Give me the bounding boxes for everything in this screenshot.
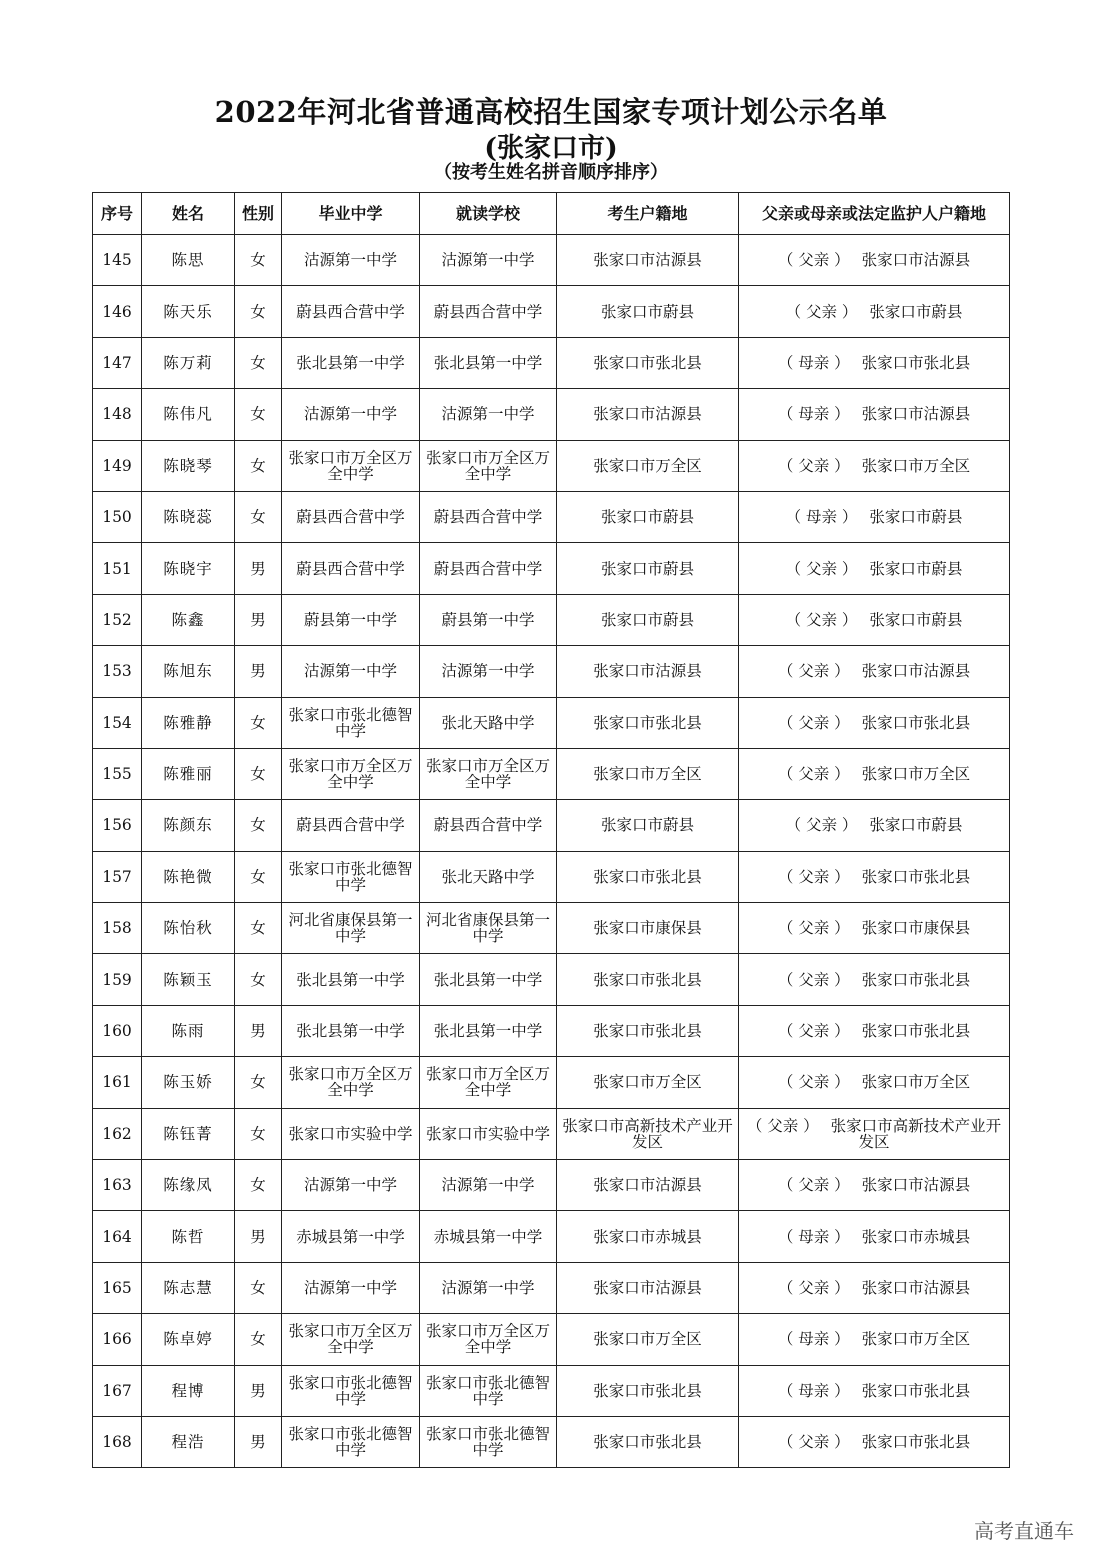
guardian-residence-text: 张家口市蔚县 bbox=[869, 816, 963, 835]
guardian-relation: （ 父亲 ） bbox=[785, 559, 858, 578]
cell-guardian-residence bbox=[739, 337, 1010, 388]
cell-guardian-residence bbox=[739, 748, 1010, 799]
column-header-residence: 考生户籍地 bbox=[557, 193, 739, 235]
cell-grad-school: 张家口市万全区万全中学 bbox=[282, 1057, 420, 1108]
watermark: 高考直通车 bbox=[974, 1519, 1074, 1543]
guardian-residence-text: 张家口市万全区 bbox=[861, 456, 971, 475]
page-title: 2022年河北省普通高校招生国家专项计划公示名单 bbox=[214, 95, 888, 129]
cell-residence: 张家口市沽源县 bbox=[557, 1160, 739, 1211]
column-header-current-school: 就读学校 bbox=[420, 193, 557, 235]
cell-name: 陈旭东 bbox=[142, 646, 235, 697]
cell-gender: 男 bbox=[235, 1365, 282, 1416]
guardian-residence-text: 张家口市蔚县 bbox=[869, 610, 963, 629]
cell-guardian-residence bbox=[739, 1262, 1010, 1313]
cell-current-school: 张家口市万全区万全中学 bbox=[420, 1057, 557, 1108]
guardian-residence-text: 张家口市赤城县 bbox=[861, 1227, 971, 1246]
cell-guardian-residence bbox=[739, 543, 1010, 594]
table-header-row bbox=[93, 193, 1010, 235]
table-row bbox=[93, 1160, 1010, 1211]
guardian-residence-text: 张家口市万全区 bbox=[861, 1330, 971, 1349]
cell-current-school: 张北县第一中学 bbox=[420, 1005, 557, 1056]
cell-current-school: 张北天路中学 bbox=[420, 697, 557, 748]
guardian-residence-text: 张家口市张北县 bbox=[861, 713, 971, 732]
cell-residence: 张家口市沽源县 bbox=[557, 389, 739, 440]
cell-name: 陈颜东 bbox=[142, 800, 235, 851]
cell-number: 145 bbox=[93, 235, 142, 286]
cell-number: 164 bbox=[93, 1211, 142, 1262]
cell-gender: 女 bbox=[235, 1262, 282, 1313]
cell-number: 152 bbox=[93, 594, 142, 645]
cell-gender: 女 bbox=[235, 286, 282, 337]
cell-name: 陈颖玉 bbox=[142, 954, 235, 1005]
cell-grad-school: 蔚县西合营中学 bbox=[282, 286, 420, 337]
cell-guardian-residence bbox=[739, 1057, 1010, 1108]
table-row bbox=[93, 389, 1010, 440]
cell-guardian-residence bbox=[739, 286, 1010, 337]
cell-guardian-residence bbox=[739, 389, 1010, 440]
table-row bbox=[93, 954, 1010, 1005]
cell-name: 陈晓宇 bbox=[142, 543, 235, 594]
cell-guardian-residence bbox=[739, 235, 1010, 286]
cell-residence: 张家口市高新技术产业开发区 bbox=[557, 1108, 739, 1159]
guardian-relation: （ 父亲 ） bbox=[777, 456, 850, 475]
guardian-residence-text: 张家口市沽源县 bbox=[861, 1176, 971, 1195]
guardian-relation: （ 父亲 ） bbox=[785, 816, 858, 835]
cell-number: 149 bbox=[93, 440, 142, 491]
cell-guardian-residence bbox=[739, 954, 1010, 1005]
cell-number: 153 bbox=[93, 646, 142, 697]
table-row bbox=[93, 1416, 1010, 1467]
cell-grad-school: 沽源第一中学 bbox=[282, 389, 420, 440]
cell-grad-school: 沽源第一中学 bbox=[282, 235, 420, 286]
cell-current-school: 蔚县西合营中学 bbox=[420, 491, 557, 542]
cell-current-school: 沽源第一中学 bbox=[420, 1262, 557, 1313]
cell-guardian-residence bbox=[739, 697, 1010, 748]
cell-residence: 张家口市张北县 bbox=[557, 1416, 739, 1467]
cell-gender: 女 bbox=[235, 1057, 282, 1108]
cell-name: 陈卓婷 bbox=[142, 1314, 235, 1365]
cell-guardian-residence bbox=[739, 1160, 1010, 1211]
guardian-residence-text: 张家口市沽源县 bbox=[861, 1279, 971, 1297]
table-row bbox=[93, 337, 1010, 388]
cell-grad-school: 河北省康保县第一中学 bbox=[282, 903, 420, 954]
cell-gender: 女 bbox=[235, 1314, 282, 1365]
cell-grad-school: 张家口市张北德智中学 bbox=[282, 851, 420, 902]
cell-number: 166 bbox=[93, 1314, 142, 1365]
cell-current-school: 赤城县第一中学 bbox=[420, 1211, 557, 1262]
table-row bbox=[93, 1057, 1010, 1108]
cell-name: 陈缘凤 bbox=[142, 1160, 235, 1211]
cell-name: 陈钰菁 bbox=[142, 1108, 235, 1159]
cell-guardian-residence bbox=[739, 800, 1010, 851]
cell-grad-school: 沽源第一中学 bbox=[282, 1262, 420, 1313]
cell-guardian-residence bbox=[739, 646, 1010, 697]
cell-residence: 张家口市张北县 bbox=[557, 337, 739, 388]
cell-residence: 张家口市万全区 bbox=[557, 748, 739, 799]
roster-body bbox=[93, 235, 1010, 1468]
cell-name: 陈艳微 bbox=[142, 851, 235, 902]
cell-grad-school: 赤城县第一中学 bbox=[282, 1211, 420, 1262]
cell-guardian-residence bbox=[739, 1416, 1010, 1467]
cell-current-school: 河北省康保县第一中学 bbox=[420, 903, 557, 954]
cell-number: 147 bbox=[93, 337, 142, 388]
table-row bbox=[93, 286, 1010, 337]
table-row bbox=[93, 851, 1010, 902]
cell-gender: 女 bbox=[235, 903, 282, 954]
cell-number: 157 bbox=[93, 851, 142, 902]
cell-gender: 男 bbox=[235, 646, 282, 697]
table-row bbox=[93, 1365, 1010, 1416]
guardian-residence-text: 张家口市沽源县 bbox=[861, 251, 971, 270]
guardian-relation: （ 父亲 ） bbox=[777, 662, 850, 681]
cell-current-school: 张家口市万全区万全中学 bbox=[420, 1314, 557, 1365]
guardian-residence-text: 张家口市张北县 bbox=[861, 1381, 971, 1400]
cell-name: 程博 bbox=[142, 1365, 235, 1416]
cell-grad-school: 蔚县西合营中学 bbox=[282, 543, 420, 594]
column-header-number: 序号 bbox=[93, 193, 142, 235]
cell-gender: 女 bbox=[235, 851, 282, 902]
cell-number: 165 bbox=[93, 1262, 142, 1313]
cell-residence: 张家口市沽源县 bbox=[557, 1262, 739, 1313]
cell-guardian-residence bbox=[739, 1365, 1010, 1416]
guardian-relation: （ 父亲 ） bbox=[777, 970, 850, 989]
cell-current-school: 沽源第一中学 bbox=[420, 235, 557, 286]
cell-gender: 女 bbox=[235, 954, 282, 1005]
guardian-residence-text: 张家口市万全区 bbox=[861, 1073, 971, 1092]
cell-gender: 女 bbox=[235, 748, 282, 799]
guardian-relation: （ 母亲 ） bbox=[785, 508, 858, 527]
cell-current-school: 张北县第一中学 bbox=[420, 954, 557, 1005]
cell-name: 陈晓蕊 bbox=[142, 491, 235, 542]
table-row bbox=[93, 1262, 1010, 1313]
cell-residence: 张家口市张北县 bbox=[557, 1365, 739, 1416]
cell-grad-school: 张家口市万全区万全中学 bbox=[282, 748, 420, 799]
cell-number: 159 bbox=[93, 954, 142, 1005]
cell-number: 161 bbox=[93, 1057, 142, 1108]
guardian-residence-text: 张家口市万全区 bbox=[861, 765, 971, 784]
cell-gender: 女 bbox=[235, 389, 282, 440]
cell-name: 陈伟凡 bbox=[142, 389, 235, 440]
cell-name: 陈天乐 bbox=[142, 286, 235, 337]
table-row bbox=[93, 1005, 1010, 1056]
cell-name: 陈雨 bbox=[142, 1005, 235, 1056]
cell-name: 陈思 bbox=[142, 235, 235, 286]
guardian-relation: （ 父亲 ） bbox=[785, 302, 858, 321]
guardian-residence-text: 张家口市蔚县 bbox=[869, 508, 963, 527]
guardian-residence-text: 张家口市康保县 bbox=[861, 919, 971, 938]
guardian-residence-text: 张家口市蔚县 bbox=[869, 559, 963, 578]
cell-name: 陈志慧 bbox=[142, 1262, 235, 1313]
cell-grad-school: 张家口市实验中学 bbox=[282, 1108, 420, 1159]
cell-residence: 张家口市万全区 bbox=[557, 1057, 739, 1108]
table-row bbox=[93, 543, 1010, 594]
table-row bbox=[93, 1211, 1010, 1262]
column-header-gender: 性别 bbox=[235, 193, 282, 235]
cell-name: 陈雅静 bbox=[142, 697, 235, 748]
cell-current-school: 张家口市张北德智中学 bbox=[420, 1416, 557, 1467]
cell-residence: 张家口市张北县 bbox=[557, 851, 739, 902]
cell-gender: 男 bbox=[235, 1416, 282, 1467]
guardian-residence-text: 张家口市沽源县 bbox=[861, 662, 971, 681]
cell-current-school: 蔚县第一中学 bbox=[420, 594, 557, 645]
cell-residence: 张家口市万全区 bbox=[557, 440, 739, 491]
roster-table bbox=[92, 192, 1010, 1468]
cell-residence: 张家口市蔚县 bbox=[557, 286, 739, 337]
cell-current-school: 蔚县西合营中学 bbox=[420, 543, 557, 594]
cell-name: 陈晓琴 bbox=[142, 440, 235, 491]
cell-current-school: 张北天路中学 bbox=[420, 851, 557, 902]
guardian-relation: （ 父亲 ） bbox=[777, 1022, 850, 1041]
cell-residence: 张家口市蔚县 bbox=[557, 800, 739, 851]
cell-grad-school: 蔚县第一中学 bbox=[282, 594, 420, 645]
cell-gender: 女 bbox=[235, 800, 282, 851]
cell-residence: 张家口市蔚县 bbox=[557, 543, 739, 594]
cell-current-school: 张家口市万全区万全中学 bbox=[420, 748, 557, 799]
guardian-relation: （ 父亲 ） bbox=[777, 1176, 850, 1195]
cell-grad-school: 张家口市张北德智中学 bbox=[282, 1365, 420, 1416]
cell-name: 陈万莉 bbox=[142, 337, 235, 388]
cell-name: 程浩 bbox=[142, 1416, 235, 1467]
cell-number: 146 bbox=[93, 286, 142, 337]
guardian-relation: （ 父亲 ） bbox=[777, 1433, 850, 1452]
cell-grad-school: 张家口市张北德智中学 bbox=[282, 1416, 420, 1467]
table-row bbox=[93, 1314, 1010, 1365]
cell-current-school: 沽源第一中学 bbox=[420, 389, 557, 440]
cell-number: 162 bbox=[93, 1108, 142, 1159]
cell-number: 168 bbox=[93, 1416, 142, 1467]
table-row bbox=[93, 903, 1010, 954]
guardian-relation: （ 母亲 ） bbox=[777, 353, 850, 372]
table-row bbox=[93, 594, 1010, 645]
guardian-relation: （ 父亲 ） bbox=[785, 610, 858, 629]
cell-current-school: 沽源第一中学 bbox=[420, 1160, 557, 1211]
guardian-residence-text: 张家口市沽源县 bbox=[861, 405, 971, 424]
guardian-relation: （ 父亲 ） bbox=[777, 1073, 850, 1092]
cell-guardian-residence bbox=[739, 903, 1010, 954]
guardian-residence-text: 张家口市高新技术产业开发区 bbox=[830, 1116, 1002, 1151]
cell-grad-school: 沽源第一中学 bbox=[282, 646, 420, 697]
cell-number: 167 bbox=[93, 1365, 142, 1416]
cell-gender: 男 bbox=[235, 1211, 282, 1262]
guardian-relation: （ 父亲 ） bbox=[777, 1279, 850, 1297]
cell-number: 150 bbox=[93, 491, 142, 542]
guardian-residence-text: 张家口市张北县 bbox=[861, 867, 971, 886]
guardian-relation: （ 父亲 ） bbox=[777, 867, 850, 886]
table-row bbox=[93, 235, 1010, 286]
cell-guardian-residence bbox=[739, 491, 1010, 542]
guardian-relation: （ 父亲 ） bbox=[746, 1116, 819, 1135]
guardian-relation: （ 母亲 ） bbox=[777, 405, 850, 424]
table-row bbox=[93, 440, 1010, 491]
guardian-relation: （ 母亲 ） bbox=[777, 1330, 850, 1349]
table-row bbox=[93, 491, 1010, 542]
column-header-guardian-residence: 父亲或母亲或法定监护人户籍地 bbox=[739, 193, 1010, 235]
sort-note: （按考生姓名拼音顺序排序） bbox=[434, 162, 668, 183]
cell-name: 陈鑫 bbox=[142, 594, 235, 645]
cell-residence: 张家口市万全区 bbox=[557, 1314, 739, 1365]
table-row bbox=[93, 697, 1010, 748]
cell-grad-school: 张家口市万全区万全中学 bbox=[282, 440, 420, 491]
cell-gender: 女 bbox=[235, 235, 282, 286]
guardian-relation: （ 母亲 ） bbox=[777, 1227, 850, 1246]
cell-current-school: 蔚县西合营中学 bbox=[420, 286, 557, 337]
cell-guardian-residence bbox=[739, 1005, 1010, 1056]
cell-grad-school: 张北县第一中学 bbox=[282, 1005, 420, 1056]
cell-gender: 女 bbox=[235, 440, 282, 491]
cell-name: 陈哲 bbox=[142, 1211, 235, 1262]
cell-guardian-residence bbox=[739, 1211, 1010, 1262]
guardian-relation: （ 父亲 ） bbox=[777, 251, 850, 270]
cell-residence: 张家口市蔚县 bbox=[557, 594, 739, 645]
cell-gender: 女 bbox=[235, 1160, 282, 1211]
cell-grad-school: 张北县第一中学 bbox=[282, 337, 420, 388]
table-row bbox=[93, 1108, 1010, 1159]
table-row bbox=[93, 646, 1010, 697]
cell-name: 陈雅丽 bbox=[142, 748, 235, 799]
guardian-relation: （ 母亲 ） bbox=[777, 1381, 850, 1400]
cell-gender: 男 bbox=[235, 543, 282, 594]
cell-current-school: 张家口市张北德智中学 bbox=[420, 1365, 557, 1416]
cell-residence: 张家口市蔚县 bbox=[557, 491, 739, 542]
cell-residence: 张家口市赤城县 bbox=[557, 1211, 739, 1262]
cell-guardian-residence bbox=[739, 440, 1010, 491]
guardian-residence-text: 张家口市蔚县 bbox=[869, 302, 963, 321]
cell-gender: 女 bbox=[235, 697, 282, 748]
guardian-residence-text: 张家口市张北县 bbox=[861, 353, 971, 372]
cell-gender: 女 bbox=[235, 337, 282, 388]
guardian-residence-text: 张家口市张北县 bbox=[861, 1022, 971, 1041]
cell-name: 陈玉娇 bbox=[142, 1057, 235, 1108]
cell-grad-school: 沽源第一中学 bbox=[282, 1160, 420, 1211]
cell-current-school: 蔚县西合营中学 bbox=[420, 800, 557, 851]
cell-residence: 张家口市康保县 bbox=[557, 903, 739, 954]
cell-current-school: 张家口市万全区万全中学 bbox=[420, 440, 557, 491]
guardian-residence-text: 张家口市张北县 bbox=[861, 1433, 971, 1452]
guardian-residence-text: 张家口市张北县 bbox=[861, 970, 971, 989]
page-subtitle: (张家口市) bbox=[484, 133, 618, 164]
cell-number: 156 bbox=[93, 800, 142, 851]
table-row bbox=[93, 748, 1010, 799]
guardian-relation: （ 父亲 ） bbox=[777, 919, 850, 938]
cell-grad-school: 张家口市张北德智中学 bbox=[282, 697, 420, 748]
cell-current-school: 沽源第一中学 bbox=[420, 646, 557, 697]
table-row bbox=[93, 800, 1010, 851]
cell-number: 148 bbox=[93, 389, 142, 440]
cell-number: 154 bbox=[93, 697, 142, 748]
cell-guardian-residence bbox=[739, 1314, 1010, 1365]
cell-grad-school: 蔚县西合营中学 bbox=[282, 800, 420, 851]
cell-residence: 张家口市张北县 bbox=[557, 1005, 739, 1056]
cell-gender: 女 bbox=[235, 1108, 282, 1159]
cell-current-school: 张北县第一中学 bbox=[420, 337, 557, 388]
cell-guardian-residence bbox=[739, 851, 1010, 902]
cell-number: 160 bbox=[93, 1005, 142, 1056]
cell-name: 陈怡秋 bbox=[142, 903, 235, 954]
cell-residence: 张家口市张北县 bbox=[557, 697, 739, 748]
cell-residence: 张家口市张北县 bbox=[557, 954, 739, 1005]
cell-residence: 张家口市沽源县 bbox=[557, 235, 739, 286]
cell-guardian-residence bbox=[739, 594, 1010, 645]
column-header-name: 姓名 bbox=[142, 193, 235, 235]
cell-number: 163 bbox=[93, 1160, 142, 1211]
cell-grad-school: 张家口市万全区万全中学 bbox=[282, 1314, 420, 1365]
guardian-relation: （ 父亲 ） bbox=[777, 765, 850, 784]
cell-grad-school: 蔚县西合营中学 bbox=[282, 491, 420, 542]
cell-guardian-residence bbox=[739, 1108, 1010, 1159]
column-header-grad-school: 毕业中学 bbox=[282, 193, 420, 235]
cell-gender: 男 bbox=[235, 594, 282, 645]
cell-residence: 张家口市沽源县 bbox=[557, 646, 739, 697]
cell-number: 155 bbox=[93, 748, 142, 799]
cell-number: 151 bbox=[93, 543, 142, 594]
cell-gender: 男 bbox=[235, 1005, 282, 1056]
cell-current-school: 张家口市实验中学 bbox=[420, 1108, 557, 1159]
cell-grad-school: 张北县第一中学 bbox=[282, 954, 420, 1005]
cell-number: 158 bbox=[93, 903, 142, 954]
cell-gender: 女 bbox=[235, 491, 282, 542]
guardian-relation: （ 父亲 ） bbox=[777, 713, 850, 732]
